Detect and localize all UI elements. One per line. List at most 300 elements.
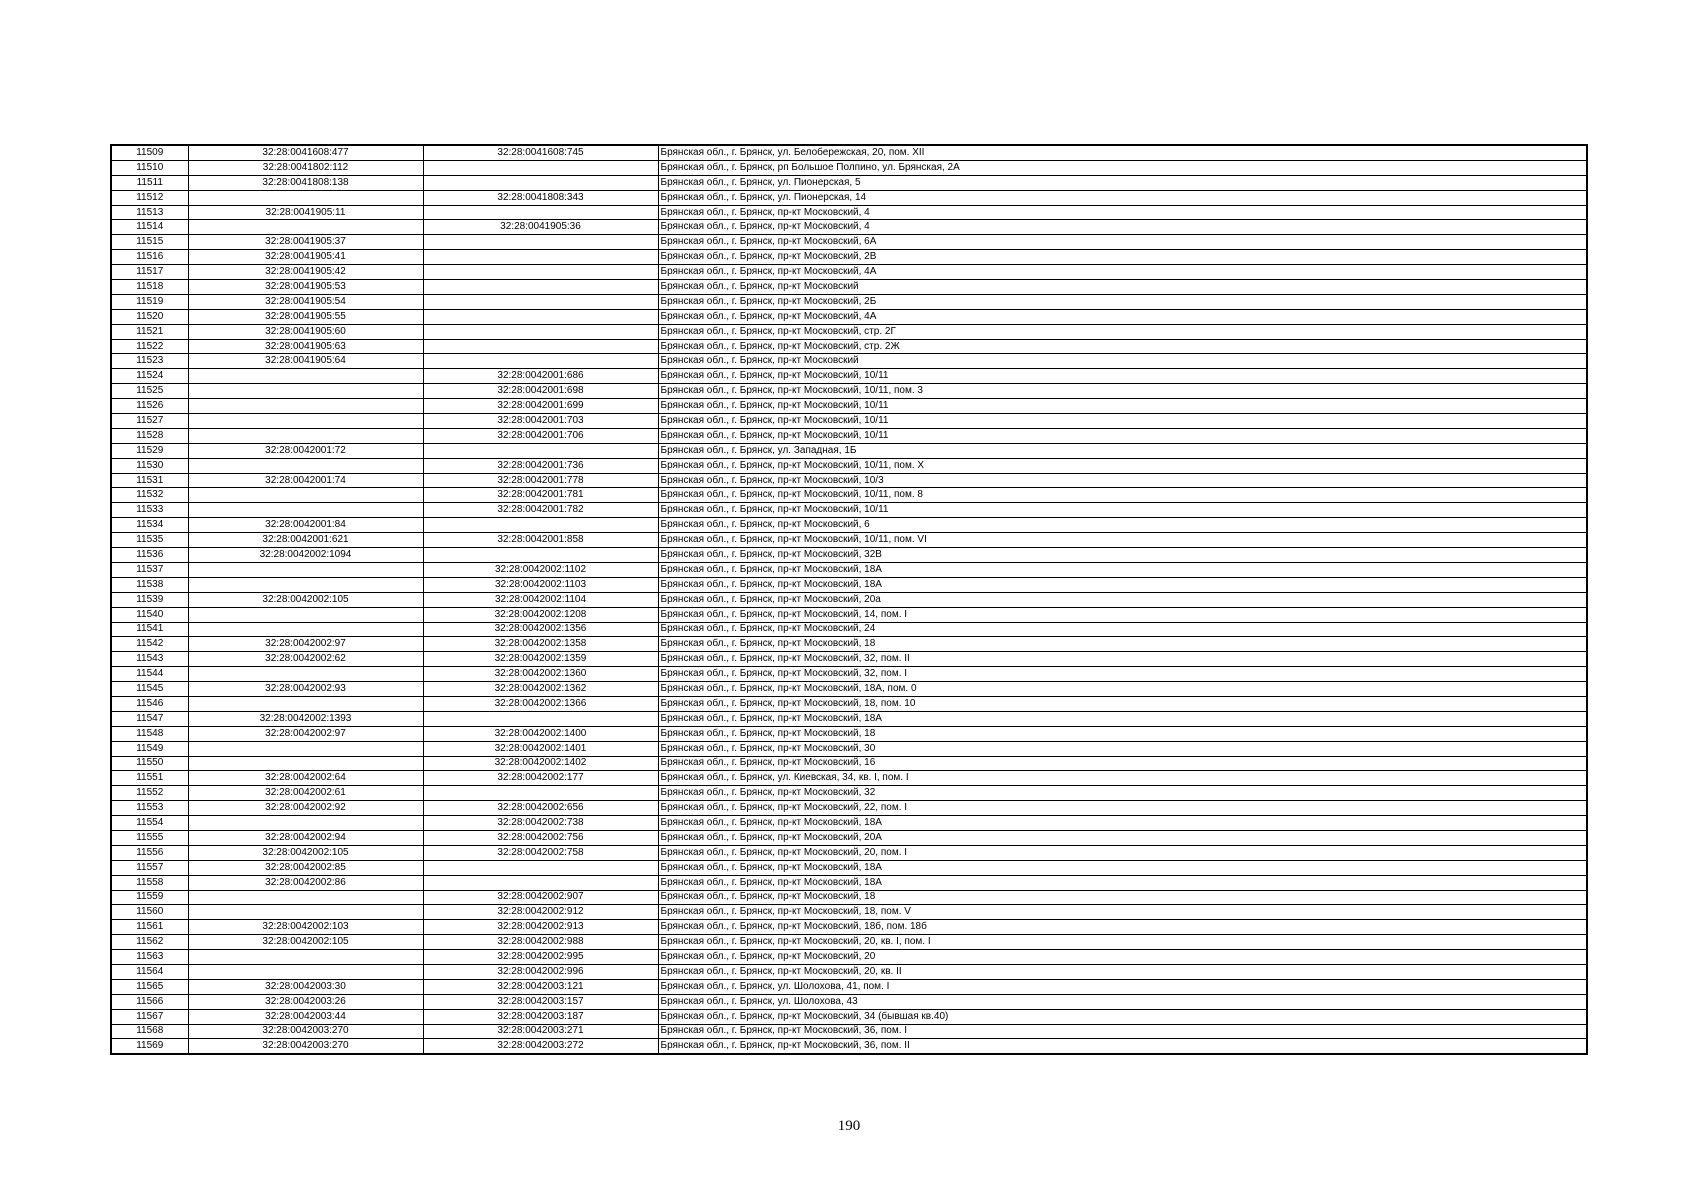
- table-row: [111, 875, 1587, 890]
- object-number-cell: [423, 280, 658, 295]
- address-cell: Брянская обл., г. Брянск, пр-кт Московский: [658, 280, 1587, 295]
- cadastral-number-cell: 32:28:0041905:53: [188, 280, 423, 295]
- address-cell: Брянская обл., г. Брянск, пр-кт Московский, 14, пом. I: [658, 607, 1587, 622]
- cadastral-number-cell: [188, 369, 423, 384]
- row-number-cell: 11524: [111, 369, 188, 384]
- address-cell: Брянская обл., г. Брянск, пр-кт Московский, 30: [658, 741, 1587, 756]
- row-number-cell: 11511: [111, 175, 188, 190]
- table-row: [111, 384, 1587, 399]
- table-row: [111, 979, 1587, 994]
- row-number-cell: 11567: [111, 1009, 188, 1024]
- row-number-cell: 11553: [111, 801, 188, 816]
- address-cell: Брянская обл., г. Брянск, ул. Шолохова, 43: [658, 994, 1587, 1009]
- address-cell: Брянская обл., г. Брянск, пр-кт Московский, 36, пом. II: [658, 1039, 1587, 1054]
- object-number-cell: 32:28:0042002:756: [423, 830, 658, 845]
- cadastral-number-cell: [188, 667, 423, 682]
- row-number-cell: 11562: [111, 935, 188, 950]
- cadastral-number-cell: 32:28:0042002:92: [188, 801, 423, 816]
- table-row: [111, 950, 1587, 965]
- address-cell: Брянская обл., г. Брянск, ул. Западная, 1Б: [658, 443, 1587, 458]
- cadastral-number-cell: [188, 562, 423, 577]
- object-number-cell: [423, 294, 658, 309]
- object-number-cell: [423, 235, 658, 250]
- object-number-cell: 32:28:0042002:1360: [423, 667, 658, 682]
- row-number-cell: 11509: [111, 145, 188, 160]
- table-row: [111, 175, 1587, 190]
- row-number-cell: 11515: [111, 235, 188, 250]
- object-number-cell: 32:28:0042001:858: [423, 533, 658, 548]
- address-cell: Брянская обл., г. Брянск, ул. Белобережская, 20, пом. XII: [658, 145, 1587, 160]
- address-cell: Брянская обл., г. Брянск, пр-кт Московский, 10/11, пом. 3: [658, 384, 1587, 399]
- table-row: [111, 830, 1587, 845]
- object-number-cell: 32:28:0042002:1402: [423, 756, 658, 771]
- table-row: [111, 890, 1587, 905]
- address-cell: Брянская обл., г. Брянск, пр-кт Московский, 32, пом. I: [658, 667, 1587, 682]
- row-number-cell: 11523: [111, 354, 188, 369]
- row-number-cell: 11557: [111, 860, 188, 875]
- object-number-cell: 32:28:0041608:745: [423, 145, 658, 160]
- table-row: [111, 682, 1587, 697]
- address-cell: Брянская обл., г. Брянск, ул. Пионерская, 14: [658, 190, 1587, 205]
- address-cell: Брянская обл., г. Брянск, пр-кт Московский, 10/11: [658, 369, 1587, 384]
- cadastral-number-cell: [188, 384, 423, 399]
- cadastral-number-cell: 32:28:0042003:270: [188, 1039, 423, 1054]
- cadastral-number-cell: 32:28:0041905:37: [188, 235, 423, 250]
- table-row: [111, 905, 1587, 920]
- cadastral-number-cell: 32:28:0041905:11: [188, 205, 423, 220]
- cadastral-number-cell: 32:28:0042003:30: [188, 979, 423, 994]
- object-number-cell: 32:28:0042002:1104: [423, 592, 658, 607]
- row-number-cell: 11513: [111, 205, 188, 220]
- table-row: [111, 280, 1587, 295]
- table-row: [111, 518, 1587, 533]
- table-row: [111, 205, 1587, 220]
- object-number-cell: 32:28:0042001:736: [423, 458, 658, 473]
- address-cell: Брянская обл., г. Брянск, пр-кт Московский, 32В: [658, 548, 1587, 563]
- row-number-cell: 11541: [111, 622, 188, 637]
- table-row: [111, 399, 1587, 414]
- table-row: [111, 339, 1587, 354]
- address-cell: Брянская обл., г. Брянск, пр-кт Московский, 32, пом. II: [658, 652, 1587, 667]
- row-number-cell: 11521: [111, 324, 188, 339]
- cadastral-number-cell: 32:28:0042002:94: [188, 830, 423, 845]
- cadastral-number-cell: 32:28:0042002:105: [188, 845, 423, 860]
- table-row: [111, 816, 1587, 831]
- object-number-cell: [423, 324, 658, 339]
- address-cell: Брянская обл., г. Брянск, рп Большое Полпино, ул. Брянская, 2А: [658, 160, 1587, 175]
- address-cell: Брянская обл., г. Брянск, пр-кт Московский, 18: [658, 637, 1587, 652]
- object-number-cell: 32:28:0042001:782: [423, 503, 658, 518]
- object-number-cell: 32:28:0042003:271: [423, 1024, 658, 1039]
- row-number-cell: 11532: [111, 488, 188, 503]
- row-number-cell: 11525: [111, 384, 188, 399]
- object-number-cell: [423, 339, 658, 354]
- address-cell: Брянская обл., г. Брянск, пр-кт Московский, 18А: [658, 860, 1587, 875]
- cadastral-number-cell: 32:28:0042002:1393: [188, 711, 423, 726]
- table-row: [111, 801, 1587, 816]
- cadastral-number-cell: 32:28:0041905:55: [188, 309, 423, 324]
- object-number-cell: [423, 175, 658, 190]
- row-number-cell: 11556: [111, 845, 188, 860]
- row-number-cell: 11568: [111, 1024, 188, 1039]
- row-number-cell: 11545: [111, 682, 188, 697]
- cadastral-number-cell: [188, 696, 423, 711]
- table-row: [111, 592, 1587, 607]
- object-number-cell: 32:28:0042002:1366: [423, 696, 658, 711]
- object-number-cell: 32:28:0042001:703: [423, 414, 658, 429]
- row-number-cell: 11540: [111, 607, 188, 622]
- object-number-cell: 32:28:0042002:1359: [423, 652, 658, 667]
- row-number-cell: 11547: [111, 711, 188, 726]
- object-number-cell: 32:28:0042002:1102: [423, 562, 658, 577]
- address-cell: Брянская обл., г. Брянск, пр-кт Московский, 10/11: [658, 503, 1587, 518]
- address-cell: Брянская обл., г. Брянск, пр-кт Московский, 20а: [658, 592, 1587, 607]
- object-number-cell: [423, 786, 658, 801]
- cadastral-number-cell: [188, 399, 423, 414]
- cadastral-number-cell: 32:28:0041905:60: [188, 324, 423, 339]
- object-number-cell: 32:28:0042002:913: [423, 920, 658, 935]
- table-row: [111, 458, 1587, 473]
- cadastral-number-cell: [188, 905, 423, 920]
- row-number-cell: 11530: [111, 458, 188, 473]
- address-cell: Брянская обл., г. Брянск, пр-кт Московский, 4А: [658, 309, 1587, 324]
- object-number-cell: [423, 518, 658, 533]
- table-row: [111, 324, 1587, 339]
- table-row: [111, 503, 1587, 518]
- object-number-cell: 32:28:0042002:996: [423, 964, 658, 979]
- object-number-cell: [423, 354, 658, 369]
- address-cell: Брянская обл., г. Брянск, ул. Пионерская, 5: [658, 175, 1587, 190]
- cadastral-number-cell: 32:28:0041608:477: [188, 145, 423, 160]
- object-number-cell: 32:28:0042002:1208: [423, 607, 658, 622]
- cadastral-number-cell: 32:28:0042002:85: [188, 860, 423, 875]
- address-cell: Брянская обл., г. Брянск, пр-кт Московский, 4А: [658, 265, 1587, 280]
- row-number-cell: 11535: [111, 533, 188, 548]
- table-row: [111, 994, 1587, 1009]
- table-row: [111, 548, 1587, 563]
- row-number-cell: 11528: [111, 428, 188, 443]
- object-number-cell: 32:28:0042002:1356: [423, 622, 658, 637]
- row-number-cell: 11533: [111, 503, 188, 518]
- address-cell: Брянская обл., г. Брянск, пр-кт Московский, 36, пом. I: [658, 1024, 1587, 1039]
- cadastral-number-cell: [188, 190, 423, 205]
- row-number-cell: 11544: [111, 667, 188, 682]
- cadastral-number-cell: 32:28:0041905:64: [188, 354, 423, 369]
- cadastral-number-cell: 32:28:0041808:138: [188, 175, 423, 190]
- object-number-cell: [423, 309, 658, 324]
- address-cell: Брянская обл., г. Брянск, пр-кт Московский, 20, кв. II: [658, 964, 1587, 979]
- row-number-cell: 11510: [111, 160, 188, 175]
- row-number-cell: 11561: [111, 920, 188, 935]
- table-row: [111, 533, 1587, 548]
- object-number-cell: [423, 875, 658, 890]
- object-number-cell: 32:28:0042001:699: [423, 399, 658, 414]
- page-number: 190: [837, 1118, 861, 1134]
- address-cell: Брянская обл., г. Брянск, пр-кт Московский, 18, пом. V: [658, 905, 1587, 920]
- row-number-cell: 11519: [111, 294, 188, 309]
- address-cell: Брянская обл., г. Брянск, пр-кт Московский, 18А: [658, 711, 1587, 726]
- table-row: [111, 473, 1587, 488]
- cadastral-number-cell: [188, 890, 423, 905]
- table-row: [111, 265, 1587, 280]
- cadastral-number-cell: [188, 414, 423, 429]
- cadastral-number-cell: [188, 964, 423, 979]
- table-row: [111, 145, 1587, 160]
- table-row: [111, 428, 1587, 443]
- table-row: [111, 250, 1587, 265]
- table-row: [111, 414, 1587, 429]
- cadastral-number-cell: 32:28:0042001:621: [188, 533, 423, 548]
- row-number-cell: 11552: [111, 786, 188, 801]
- table-row: [111, 786, 1587, 801]
- address-cell: Брянская обл., г. Брянск, пр-кт Московский, 18: [658, 890, 1587, 905]
- object-number-cell: 32:28:0042001:698: [423, 384, 658, 399]
- address-cell: Брянская обл., г. Брянск, пр-кт Московский, 10/11, пом. VI: [658, 533, 1587, 548]
- address-cell: Брянская обл., г. Брянск, пр-кт Московский, 16: [658, 756, 1587, 771]
- table-row: [111, 562, 1587, 577]
- object-number-cell: 32:28:0042001:778: [423, 473, 658, 488]
- table-row: [111, 354, 1587, 369]
- table-row: [111, 607, 1587, 622]
- table-row: [111, 652, 1587, 667]
- row-number-cell: 11554: [111, 816, 188, 831]
- object-number-cell: 32:28:0042002:758: [423, 845, 658, 860]
- address-cell: Брянская обл., г. Брянск, пр-кт Московский, 18, пом. 10: [658, 696, 1587, 711]
- address-cell: Брянская обл., г. Брянск, пр-кт Московский, 10/3: [658, 473, 1587, 488]
- table-row: [111, 160, 1587, 175]
- address-cell: Брянская обл., г. Брянск, пр-кт Московский, 20: [658, 950, 1587, 965]
- object-number-cell: 32:28:0042001:686: [423, 369, 658, 384]
- row-number-cell: 11543: [111, 652, 188, 667]
- object-number-cell: [423, 860, 658, 875]
- cadastral-number-cell: 32:28:0041905:63: [188, 339, 423, 354]
- cadastral-number-cell: 32:28:0042003:270: [188, 1024, 423, 1039]
- address-cell: Брянская обл., г. Брянск, пр-кт Московский, 6: [658, 518, 1587, 533]
- object-number-cell: 32:28:0042003:157: [423, 994, 658, 1009]
- cadastral-number-cell: [188, 950, 423, 965]
- row-number-cell: 11534: [111, 518, 188, 533]
- cadastral-number-cell: 32:28:0042002:105: [188, 935, 423, 950]
- cadastral-number-cell: [188, 622, 423, 637]
- table-row: [111, 622, 1587, 637]
- object-number-cell: 32:28:0042002:738: [423, 816, 658, 831]
- row-number-cell: 11559: [111, 890, 188, 905]
- table-row: [111, 220, 1587, 235]
- address-cell: Брянская обл., г. Брянск, пр-кт Московский, 18б, пом. 18б: [658, 920, 1587, 935]
- cadastral-number-cell: 32:28:0042002:62: [188, 652, 423, 667]
- address-cell: Брянская обл., г. Брянск, пр-кт Московский, 32: [658, 786, 1587, 801]
- table-row: [111, 190, 1587, 205]
- row-number-cell: 11542: [111, 637, 188, 652]
- cadastral-number-cell: 32:28:0042002:103: [188, 920, 423, 935]
- object-number-cell: [423, 443, 658, 458]
- object-number-cell: 32:28:0042002:988: [423, 935, 658, 950]
- row-number-cell: 11560: [111, 905, 188, 920]
- cadastral-number-cell: 32:28:0042001:72: [188, 443, 423, 458]
- row-number-cell: 11546: [111, 696, 188, 711]
- row-number-cell: 11516: [111, 250, 188, 265]
- row-number-cell: 11565: [111, 979, 188, 994]
- address-cell: Брянская обл., г. Брянск, пр-кт Московский, 6А: [658, 235, 1587, 250]
- address-cell: Брянская обл., г. Брянск, пр-кт Московский, 18А: [658, 816, 1587, 831]
- address-cell: Брянская обл., г. Брянск, пр-кт Московский: [658, 354, 1587, 369]
- object-number-cell: 32:28:0042001:781: [423, 488, 658, 503]
- table-row: [111, 235, 1587, 250]
- address-cell: Брянская обл., г. Брянск, пр-кт Московский, 20А: [658, 830, 1587, 845]
- cadastral-number-cell: [188, 816, 423, 831]
- address-cell: Брянская обл., г. Брянск, пр-кт Московский, 2Б: [658, 294, 1587, 309]
- cadastral-number-cell: 32:28:0042002:105: [188, 592, 423, 607]
- cadastral-table: [110, 144, 1588, 1055]
- row-number-cell: 11517: [111, 265, 188, 280]
- cadastral-number-cell: 32:28:0042002:97: [188, 637, 423, 652]
- table-row: [111, 756, 1587, 771]
- row-number-cell: 11549: [111, 741, 188, 756]
- row-number-cell: 11522: [111, 339, 188, 354]
- cadastral-number-cell: 32:28:0041905:54: [188, 294, 423, 309]
- row-number-cell: 11526: [111, 399, 188, 414]
- address-cell: Брянская обл., г. Брянск, пр-кт Московский, 18А: [658, 577, 1587, 592]
- row-number-cell: 11512: [111, 190, 188, 205]
- address-cell: Брянская обл., г. Брянск, пр-кт Московский, 18А: [658, 875, 1587, 890]
- address-cell: Брянская обл., г. Брянск, пр-кт Московский, 10/11, пом. X: [658, 458, 1587, 473]
- cadastral-number-cell: [188, 488, 423, 503]
- object-number-cell: [423, 548, 658, 563]
- cadastral-number-cell: [188, 503, 423, 518]
- cadastral-number-cell: 32:28:0042002:97: [188, 726, 423, 741]
- row-number-cell: 11569: [111, 1039, 188, 1054]
- table-row: [111, 488, 1587, 503]
- row-number-cell: 11555: [111, 830, 188, 845]
- cadastral-number-cell: 32:28:0041802:112: [188, 160, 423, 175]
- address-cell: Брянская обл., г. Брянск, пр-кт Московский, 22, пом. I: [658, 801, 1587, 816]
- object-number-cell: 32:28:0042002:1358: [423, 637, 658, 652]
- table-body: [111, 145, 1587, 1054]
- table-row: [111, 637, 1587, 652]
- object-number-cell: 32:28:0041808:343: [423, 190, 658, 205]
- table-row: [111, 667, 1587, 682]
- table-row: [111, 309, 1587, 324]
- table-row: [111, 294, 1587, 309]
- address-cell: Брянская обл., г. Брянск, пр-кт Московский, 10/11: [658, 428, 1587, 443]
- row-number-cell: 11539: [111, 592, 188, 607]
- table-row: [111, 771, 1587, 786]
- object-number-cell: 32:28:0041905:36: [423, 220, 658, 235]
- row-number-cell: 11529: [111, 443, 188, 458]
- row-number-cell: 11538: [111, 577, 188, 592]
- object-number-cell: 32:28:0042003:187: [423, 1009, 658, 1024]
- table-row: [111, 726, 1587, 741]
- address-cell: Брянская обл., г. Брянск, пр-кт Московский, стр. 2Ж: [658, 339, 1587, 354]
- cadastral-number-cell: [188, 756, 423, 771]
- object-number-cell: 32:28:0042002:1103: [423, 577, 658, 592]
- table-row: [111, 860, 1587, 875]
- object-number-cell: [423, 711, 658, 726]
- object-number-cell: [423, 265, 658, 280]
- address-cell: Брянская обл., г. Брянск, пр-кт Московский, 4: [658, 205, 1587, 220]
- address-cell: Брянская обл., г. Брянск, пр-кт Московский, 20, кв. I, пом. I: [658, 935, 1587, 950]
- cadastral-number-cell: 32:28:0042001:74: [188, 473, 423, 488]
- row-number-cell: 11537: [111, 562, 188, 577]
- cadastral-number-cell: [188, 607, 423, 622]
- cadastral-number-cell: 32:28:0042002:1094: [188, 548, 423, 563]
- address-cell: Брянская обл., г. Брянск, пр-кт Московский, 20, пом. I: [658, 845, 1587, 860]
- cadastral-number-cell: 32:28:0041905:41: [188, 250, 423, 265]
- table-row: [111, 443, 1587, 458]
- address-cell: Брянская обл., г. Брянск, пр-кт Московский, 10/11: [658, 399, 1587, 414]
- table-row: [111, 964, 1587, 979]
- object-number-cell: 32:28:0042002:1362: [423, 682, 658, 697]
- cadastral-number-cell: [188, 577, 423, 592]
- cadastral-number-cell: [188, 741, 423, 756]
- object-number-cell: [423, 205, 658, 220]
- cadastral-number-cell: 32:28:0042002:61: [188, 786, 423, 801]
- table-row: [111, 696, 1587, 711]
- row-number-cell: 11550: [111, 756, 188, 771]
- object-number-cell: 32:28:0042002:1400: [423, 726, 658, 741]
- table-row: [111, 369, 1587, 384]
- row-number-cell: 11566: [111, 994, 188, 1009]
- address-cell: Брянская обл., г. Брянск, пр-кт Московский, 4: [658, 220, 1587, 235]
- cadastral-number-cell: 32:28:0042002:86: [188, 875, 423, 890]
- address-cell: Брянская обл., г. Брянск, пр-кт Московский, 34 (бывшая кв.40): [658, 1009, 1587, 1024]
- cadastral-number-cell: 32:28:0042001:84: [188, 518, 423, 533]
- table-row: [111, 577, 1587, 592]
- address-cell: Брянская обл., г. Брянск, пр-кт Московский, 10/11, пом. 8: [658, 488, 1587, 503]
- row-number-cell: 11558: [111, 875, 188, 890]
- row-number-cell: 11551: [111, 771, 188, 786]
- object-number-cell: 32:28:0042002:907: [423, 890, 658, 905]
- object-number-cell: 32:28:0042003:272: [423, 1039, 658, 1054]
- row-number-cell: 11536: [111, 548, 188, 563]
- table-row: [111, 920, 1587, 935]
- row-number-cell: 11531: [111, 473, 188, 488]
- row-number-cell: 11563: [111, 950, 188, 965]
- object-number-cell: 32:28:0042002:177: [423, 771, 658, 786]
- object-number-cell: 32:28:0042002:1401: [423, 741, 658, 756]
- cadastral-number-cell: 32:28:0042002:64: [188, 771, 423, 786]
- row-number-cell: 11564: [111, 964, 188, 979]
- object-number-cell: 32:28:0042002:912: [423, 905, 658, 920]
- address-cell: Брянская обл., г. Брянск, ул. Киевская, 34, кв. I, пом. I: [658, 771, 1587, 786]
- object-number-cell: 32:28:0042001:706: [423, 428, 658, 443]
- table-row: [111, 1009, 1587, 1024]
- cadastral-number-cell: 32:28:0042003:44: [188, 1009, 423, 1024]
- row-number-cell: 11527: [111, 414, 188, 429]
- row-number-cell: 11520: [111, 309, 188, 324]
- object-number-cell: 32:28:0042003:121: [423, 979, 658, 994]
- cadastral-number-cell: 32:28:0042003:26: [188, 994, 423, 1009]
- table-row: [111, 845, 1587, 860]
- object-number-cell: 32:28:0042002:656: [423, 801, 658, 816]
- table-row: [111, 1024, 1587, 1039]
- address-cell: Брянская обл., г. Брянск, ул. Шолохова, 41, пом. I: [658, 979, 1587, 994]
- address-cell: Брянская обл., г. Брянск, пр-кт Московский, 18А, пом. 0: [658, 682, 1587, 697]
- row-number-cell: 11548: [111, 726, 188, 741]
- cadastral-number-cell: 32:28:0042002:93: [188, 682, 423, 697]
- row-number-cell: 11518: [111, 280, 188, 295]
- object-number-cell: 32:28:0042002:995: [423, 950, 658, 965]
- cadastral-number-cell: [188, 428, 423, 443]
- table-row: [111, 935, 1587, 950]
- table-row: [111, 741, 1587, 756]
- address-cell: Брянская обл., г. Брянск, пр-кт Московский, стр. 2Г: [658, 324, 1587, 339]
- object-number-cell: [423, 250, 658, 265]
- row-number-cell: 11514: [111, 220, 188, 235]
- address-cell: Брянская обл., г. Брянск, пр-кт Московский, 18А: [658, 562, 1587, 577]
- cadastral-number-cell: 32:28:0041905:42: [188, 265, 423, 280]
- address-cell: Брянская обл., г. Брянск, пр-кт Московский, 24: [658, 622, 1587, 637]
